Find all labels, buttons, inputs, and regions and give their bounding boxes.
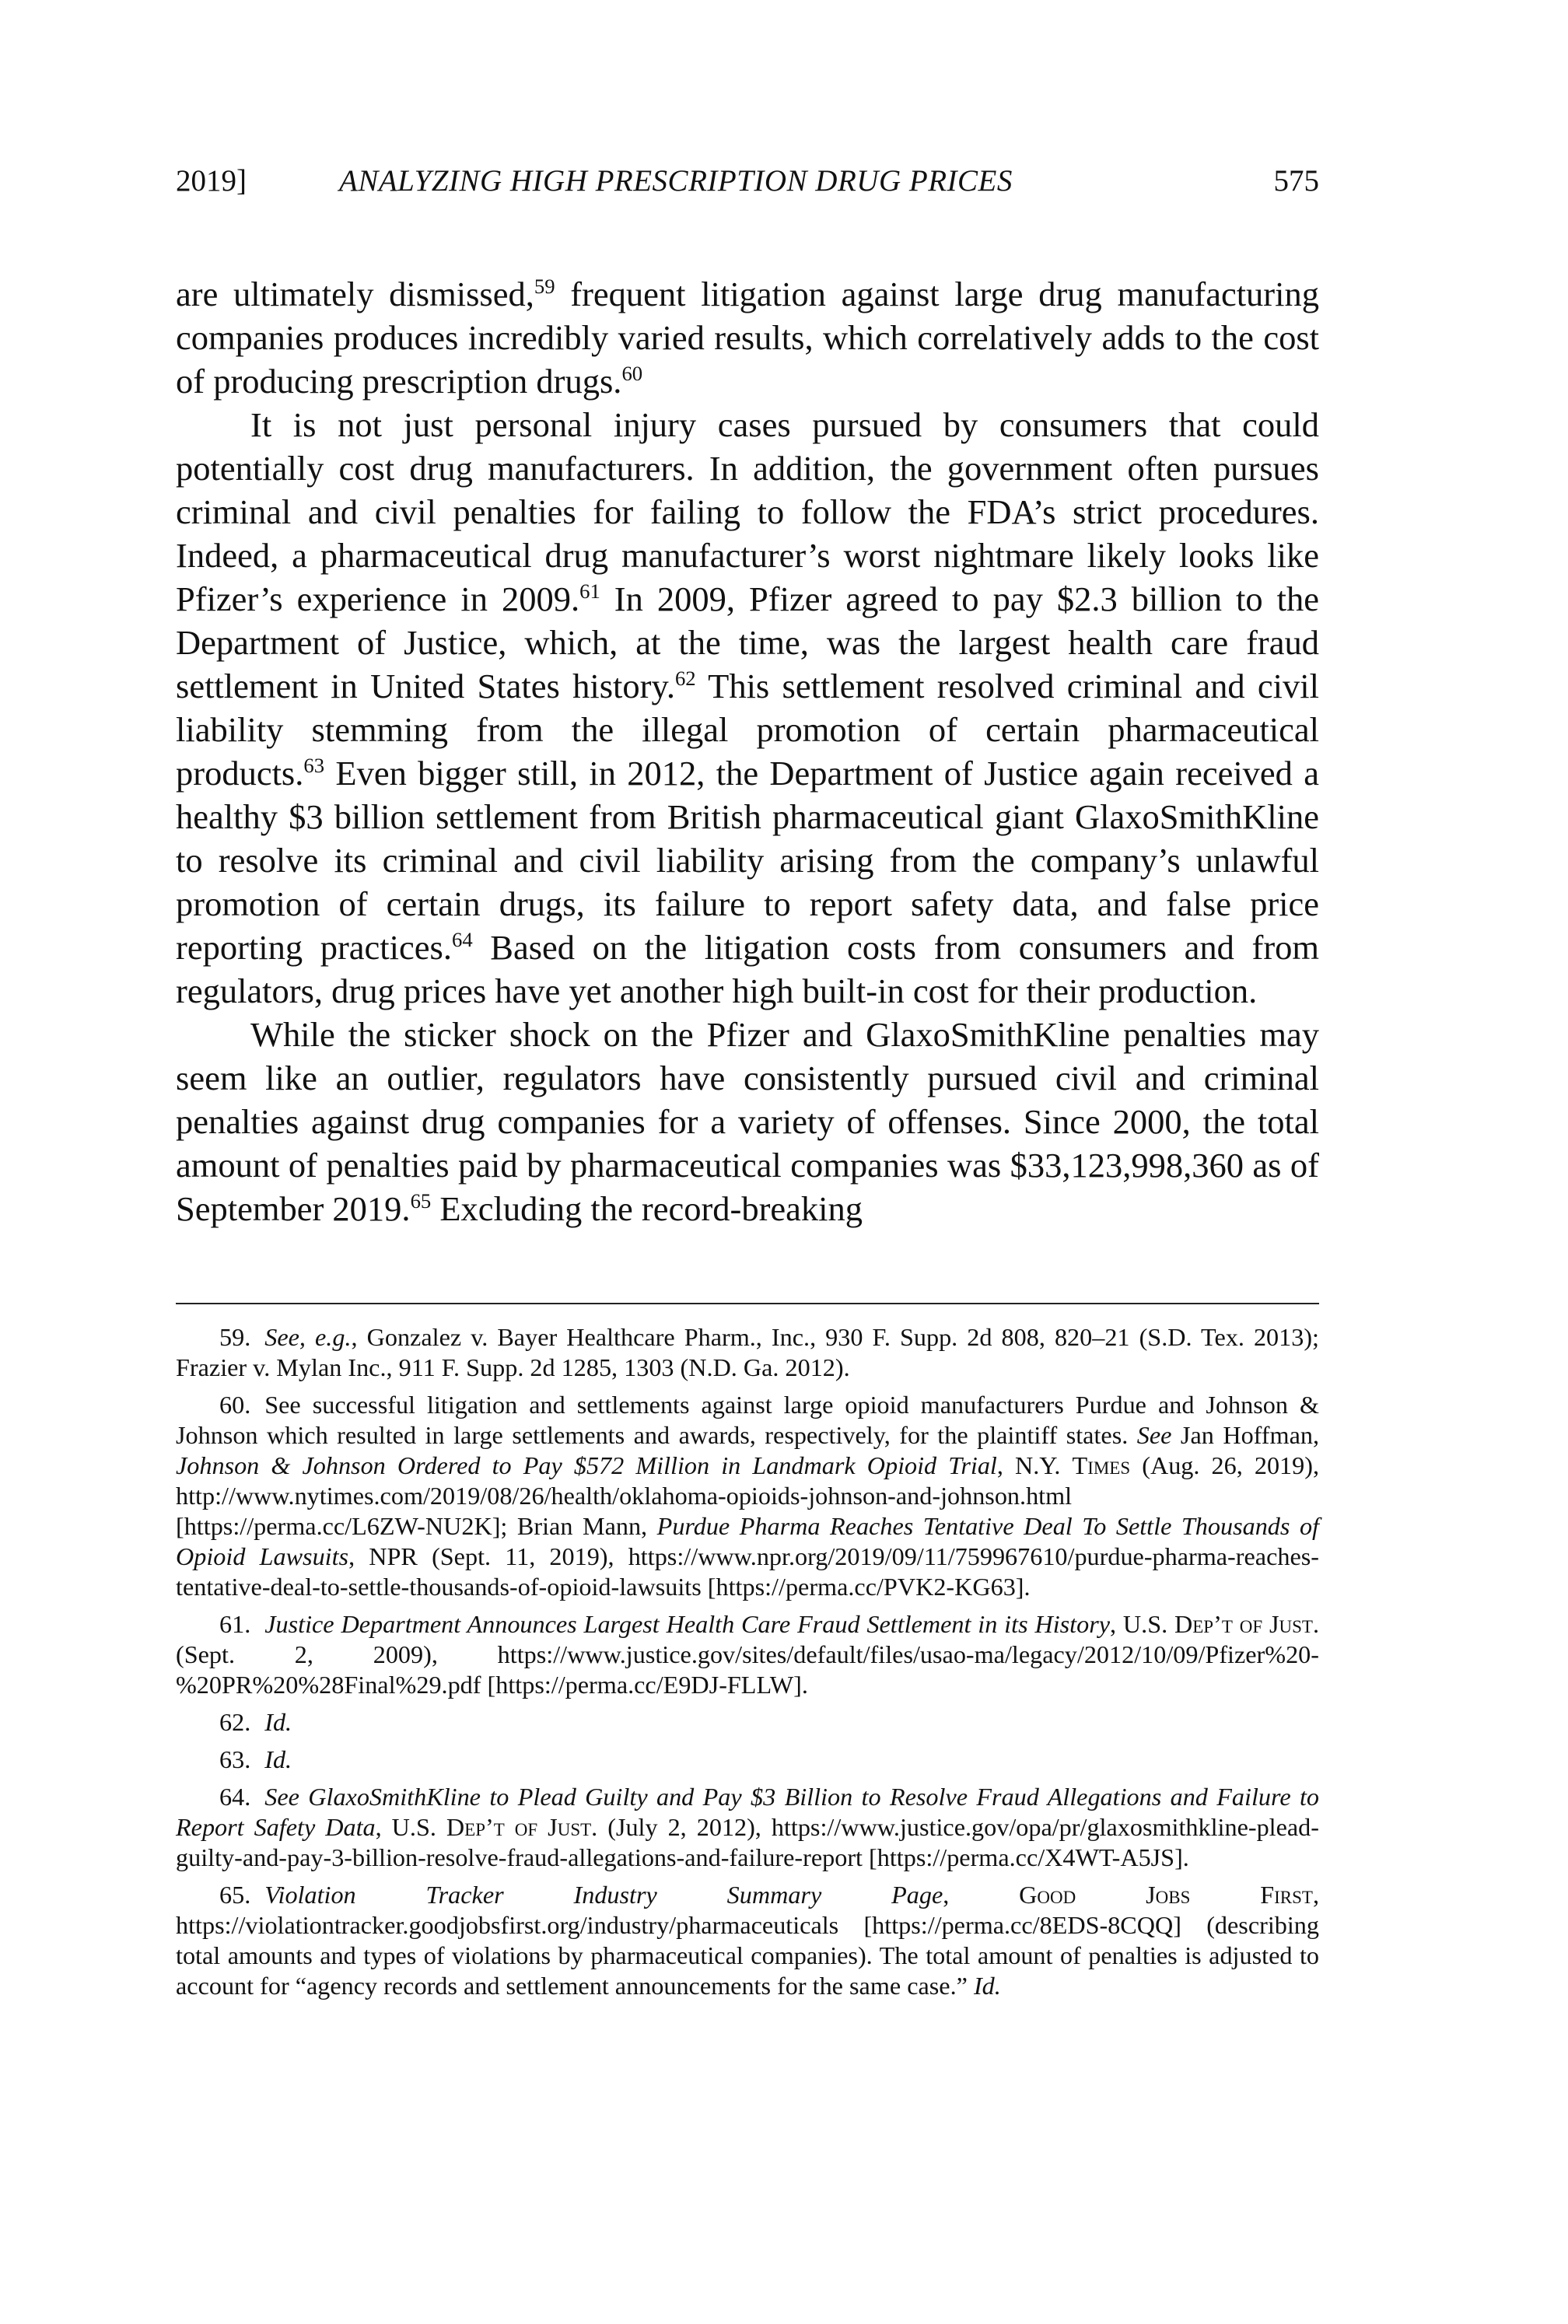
signal-italic: See, e.g. [264, 1323, 352, 1351]
text-run: In 2009, Pfizer agreed to pay $2.3 billion to the Department of Justice, which, at the time, was the largest health care fraud settlement in United States history. [176, 579, 1319, 705]
footnote-text: Jan Hoffman, [1171, 1421, 1319, 1449]
footnotes [176, 1322, 1319, 2008]
footnote-text: , U.S. [375, 1813, 446, 1841]
footnote-text: , [943, 1881, 1020, 1909]
header-year: 2019] [176, 164, 247, 198]
footnote-text: , NPR (Sept. 11, 2019), https://www.npr.org/2019/09/11/759967610/purdue-pharma-reaches-tentative-deal-to-settle-thousands-of-opioid-lawsuits [https://perma.cc/PVK2-KG63]. [176, 1542, 1319, 1601]
footnote-number: 61. [219, 1610, 251, 1638]
signal-italic: Id. [973, 1972, 1001, 2000]
text-run: Even bigger still, in 2012, the Department of Justice again received a healthy $3 billion settlement from British pharmaceutical giant GlaxoSmithKline to resolve its criminal and civil liability arising from the company’s unlawful promotion of certain drugs, its failure to report safety data, and false price reporting practices. [176, 754, 1319, 967]
footnote-65 [176, 1880, 1319, 2001]
footnote-ref-64: 64 [451, 928, 473, 952]
text-run: Based on the litigation costs from consumers and from regulators, drug prices have yet another high built-in cost for their production. [176, 928, 1319, 1010]
footnote-ref-62: 62 [674, 667, 696, 691]
citation-title: Johnson & Johnson Ordered to Pay $572 Million in Landmark Opioid Trial [176, 1451, 997, 1479]
footnote-60 [176, 1390, 1319, 1602]
text-run: are ultimately dismissed, [176, 275, 534, 313]
publication-smallcaps: Dep’t of Just. [446, 1813, 598, 1841]
citation-title: Justice Department Announces Largest Health Care Fraud Settlement in its History [264, 1610, 1111, 1638]
footnote-divider [176, 1303, 1319, 1304]
footnote-ref-60: 60 [621, 362, 643, 386]
footnote-text: (July 2, 2012), https://www.justice.gov/opa/pr/glaxosmithkline-plead-guilty-and-pay-3-billion-resolve-fraud-allegations-and-failure-report [https://perma.cc/X4WT-A5JS]. [176, 1813, 1319, 1871]
footnote-61 [176, 1609, 1319, 1700]
signal-italic: Id. [264, 1745, 292, 1773]
publication-smallcaps: Good Jobs First [1019, 1881, 1313, 1909]
publication-smallcaps: Times [1072, 1451, 1131, 1479]
running-header [176, 163, 1319, 210]
main-text [176, 272, 1319, 1230]
footnote-text: , N.Y. [996, 1451, 1073, 1479]
publication-smallcaps: Dep’t of Just. [1174, 1610, 1319, 1638]
paragraph-1 [176, 272, 1319, 403]
footnote-number: 60. [219, 1391, 251, 1419]
text-run: Excluding the record-breaking [431, 1189, 863, 1228]
text-run: This settlement resolved criminal and civil liability stemming from the illegal promotion of certain pharmaceutical products. [176, 667, 1319, 793]
footnote-59 [176, 1322, 1319, 1383]
signal-italic: See [1136, 1421, 1172, 1449]
footnote-ref-63: 63 [303, 754, 325, 778]
citation-title: See GlaxoSmithKline to Plead Guilty and Pay $3 Billion to Resolve Fraud Allegations and Failure to Report Safety Data [176, 1783, 1319, 1841]
text-run: It is not just personal injury cases pursued by consumers that could potentially cost drug manufacturers. In addition, the government often pursues criminal and civil penalties for failing to follow the FDA’s strict procedures. Indeed, a pharmaceutical drug manufacturer’s worst nightmare likely looks like Pfizer’s experience in 2009. [176, 405, 1319, 618]
signal-italic: Id. [264, 1708, 292, 1736]
footnote-number: 64. [219, 1783, 251, 1811]
footnote-text: , Gonzalez v. Bayer Healthcare Pharm., Inc., 930 F. Supp. 2d 808, 820–21 (S.D. Tex. 2013); Frazier v. Mylan Inc., 911 F. Supp. 2d 1285, 1303 (N.D. Ga. 2012). [176, 1323, 1319, 1381]
footnote-number: 59. [219, 1323, 251, 1351]
citation-title: Purdue Pharma Reaches Tentative Deal To Settle Thousands of Opioid Lawsuits [176, 1512, 1320, 1570]
footnote-number: 62. [219, 1708, 251, 1736]
footnote-ref-61: 61 [579, 579, 600, 604]
footnote-64 [176, 1782, 1319, 1873]
footnote-text: See successful litigation and settlements against large opioid manufacturers Purdue and Johnson & Johnson which resulted in large settlements and awards, respectively, for the plaintiff states. [176, 1391, 1319, 1449]
citation-title: Violation Tracker Industry Summary Page [264, 1881, 943, 1909]
footnote-text: , U.S. [1110, 1610, 1175, 1638]
footnote-text: (Sept. 2, 2009), https://www.justice.gov/sites/default/files/usao-ma/legacy/2012/10/09/Pfizer%20-%20PR%20%28Final%29.pdf [https://perma.cc/E9DJ-FLLW]. [176, 1640, 1319, 1699]
footnote-62 [176, 1707, 1319, 1738]
page-number: 575 [1273, 164, 1319, 198]
paragraph-2 [176, 403, 1319, 1013]
footnote-number: 65. [219, 1881, 251, 1909]
footnote-63 [176, 1745, 1319, 1775]
running-title: ANALYZING HIGH PRESCRIPTION DRUG PRICES [339, 164, 1013, 198]
paragraph-3 [176, 1013, 1319, 1230]
footnote-ref-59: 59 [534, 275, 555, 299]
footnote-text: (Aug. 26, 2019), http://www.nytimes.com/2019/08/26/health/oklahoma-opioids-johnson-and-johnson.html [https://perma.cc/L6ZW-NU2K]; Brian Mann, [176, 1451, 1319, 1540]
footnote-ref-65: 65 [410, 1189, 432, 1213]
footnote-number: 63. [219, 1745, 251, 1773]
text-run: While the sticker shock on the Pfizer and GlaxoSmithKline penalties may seem like an outlier, regulators have consistently pursued civil and criminal penalties against drug companies for a variety of offenses. Since 2000, the total amount of penalties paid by pharmaceutical companies was $33,123,998,360 as of September 2019. [176, 1015, 1319, 1228]
text-run: frequent litigation against large drug manufacturing companies produces incredibly varied results, which correlatively adds to the cost of producing prescription drugs. [176, 275, 1319, 401]
footnote-text: , https://violationtracker.goodjobsfirst.org/industry/pharmaceuticals [https://perma.cc/8EDS-8CQQ] (describing total amounts and types of violations by pharmaceutical companies). The total amount of penalties is adjusted to account for “agency records and settlement announcements for the same case.” [176, 1881, 1320, 2000]
